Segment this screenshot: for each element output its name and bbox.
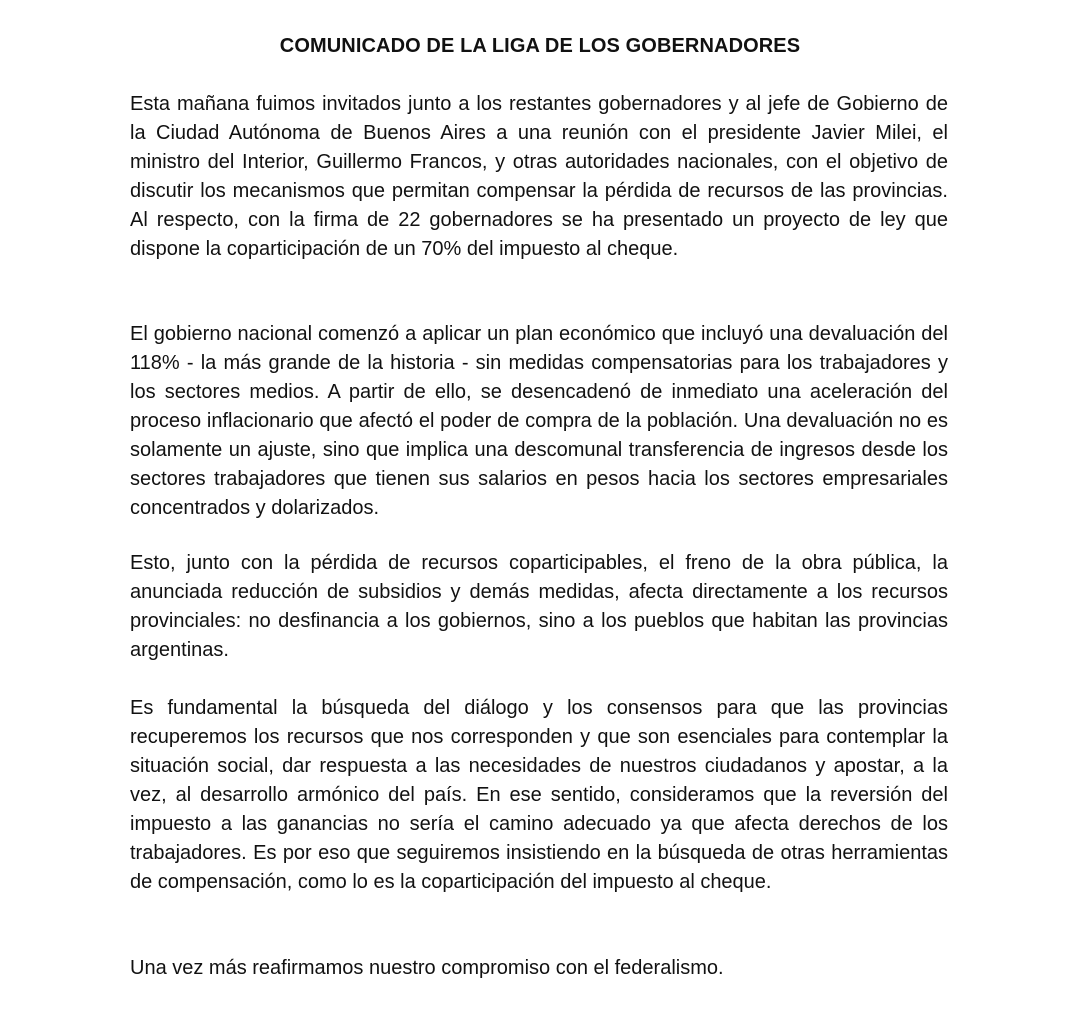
- paragraph-dialogue: Es fundamental la búsqueda del diálogo y los consensos para que las provincias recuperemos los recursos que nos corresponden y que son esenciales para contemplar la situación social, dar respuesta a las necesidades de nuestros ciudadanos y apostar, a la vez, al desarrollo armónico del país. En ese sentido, consideramos que la reversión del impuesto a las ganancias no sería el camino adecuado ya que afecta derechos de los trabajadores. Es por eso que seguiremos insistiendo en la búsqueda de otras herramientas de compensación, como lo es la coparticipación del impuesto al cheque.: [130, 697, 948, 893]
- paragraph-federalism: Una vez más reafirmamos nuestro compromiso con el federalismo.: [130, 957, 724, 979]
- document-title: COMUNICADO DE LA LIGA DE LOS GOBERNADORES: [279, 35, 801, 57]
- paragraph-meeting: Esta mañana fuimos invitados junto a los restantes gobernadores y al jefe de Gobierno de la Ciudad Autónoma de Buenos Aires a una reunión con el presidente Javier Milei, el ministro del Interior, Guillermo Francos, y otras autoridades nacionales, con el objetivo de discutir los mecanismos que permitan compensar la pérdida de recursos de las provincias. Al respecto, con la firma de 22 gobernadores se ha presentado un proyecto de ley que dispone la coparticipación de un 70% del impuesto al cheque.: [130, 93, 948, 260]
- paragraph-economic-plan: El gobierno nacional comenzó a aplicar un plan económico que incluyó una devaluación del 118% - la más grande de la historia - sin medidas compensatorias para los trabajadores y los sectores medios. A partir de ello, se desencadenó de inmediato una aceleración del proceso inflacionario que afectó el poder de compra de la población. Una devaluación no es solamente un ajuste, sino que implica una descomunal transferencia de ingresos desde los sectores trabajadores que tienen sus salarios en pesos hacia los sectores empresariales concentrados y dolarizados.: [130, 323, 948, 519]
- paragraph-provincial-resources: Esto, junto con la pérdida de recursos coparticipables, el freno de la obra pública, la anunciada reducción de subsidios y demás medidas, afecta directamente a los recursos provinciales: no desfinancia a los gobiernos, sino a los pueblos que habitan las provincias argentinas.: [130, 552, 948, 661]
